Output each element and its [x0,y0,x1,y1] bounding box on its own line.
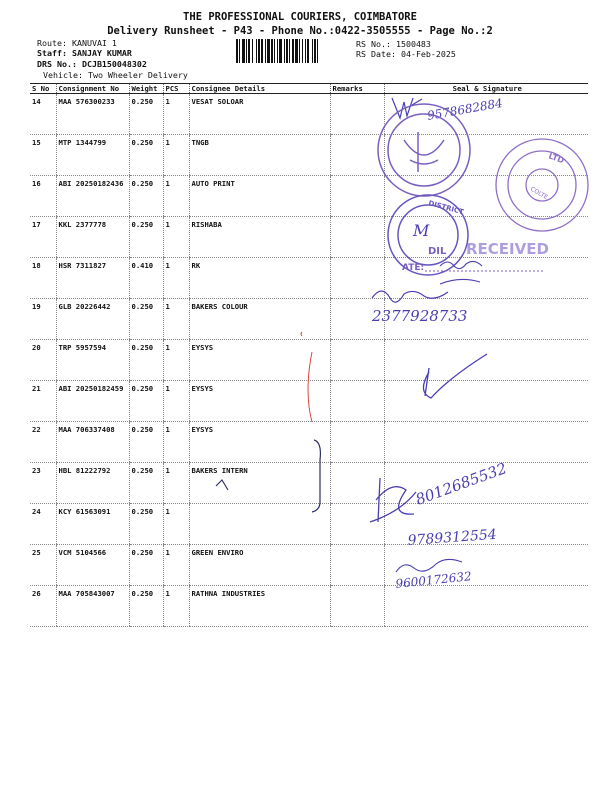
cell-consignment: MAA 706337408 [56,422,129,463]
table-row [30,176,588,217]
barcode-bar [271,39,273,63]
cell-remarks [330,422,384,463]
cell-seal-signature [384,340,588,381]
cell-consignee: TNGB [189,135,330,176]
cell-remarks [330,176,384,217]
stamp-initial: M [413,221,430,240]
cell-seal-signature [384,545,588,586]
cell-weight: 0.250 [129,586,163,627]
barcode-bar [248,39,250,63]
barcode-bar [265,39,266,63]
runsheet-title: Delivery Runsheet - P43 - Phone No.:0422-3505555 - Page No.:2 [107,25,493,37]
cell-sno: 19 [30,299,56,340]
cell-seal-signature [384,94,588,135]
cell-remarks [330,217,384,258]
phone-row-19: 2377928733 [372,307,468,325]
cell-remarks [330,586,384,627]
barcode-bar [274,39,275,63]
cell-weight: 0.250 [129,463,163,504]
cell-seal-signature [384,422,588,463]
barcode-bar [295,39,298,63]
date-label-stamp: ATE: [402,263,425,273]
table-row [30,340,588,381]
barcode-bar [239,39,240,63]
cell-sno: 21 [30,381,56,422]
company-title: THE PROFESSIONAL COURIERS, COIMBATORE [183,11,417,23]
table-row [30,258,588,299]
col-weight: Weight [129,84,163,94]
cell-consignee: EYSYS [189,381,330,422]
cell-remarks [330,94,384,135]
barcode-bar [299,39,300,63]
barcode-bar [305,39,306,63]
cell-seal-signature [384,135,588,176]
cell-remarks [330,504,384,545]
cell-consignment: VCM 5104566 [56,545,129,586]
table-row [30,135,588,176]
cell-weight: 0.250 [129,176,163,217]
cell-weight: 0.250 [129,381,163,422]
cell-seal-signature [384,381,588,422]
cell-pcs: 1 [163,586,189,627]
cell-pcs: 1 [163,340,189,381]
cell-consignee: EYSYS [189,422,330,463]
barcode-bar [286,39,288,63]
received-stamp: RECEIVED [466,240,549,258]
district-arc-text: DISTRICT [427,199,465,217]
phone-row-24: 8012685532 [413,459,510,509]
cell-consignment: HSR 7311827 [56,258,129,299]
barcode [236,39,352,63]
cell-sno: 24 [30,504,56,545]
route-label: Route: KANUVAI 1 [37,38,117,48]
sig-14-number: 9578682884 [426,95,504,123]
cell-consignee: VESAT SOLOAR [189,94,330,135]
cell-weight: 0.250 [129,504,163,545]
cell-sno: 14 [30,94,56,135]
col-sno: S No [30,84,56,94]
vehicle-label: Vehicle: Two Wheeler Delivery [43,70,188,80]
barcode-bar [289,39,290,63]
col-seal-signature: Seal & Signature [384,84,588,94]
barcode-bar [284,39,285,63]
cell-weight: 0.250 [129,545,163,586]
cell-pcs: 1 [163,217,189,258]
cell-consignment: MAA 705843007 [56,586,129,627]
runsheet-table [30,83,588,627]
cell-consignee: AUTO PRINT [189,176,330,217]
col-consignment: Consignment No [56,84,129,94]
table-row [30,381,588,422]
barcode-bar [279,39,282,63]
table-row [30,299,588,340]
cell-sno: 16 [30,176,56,217]
barcode-bar [261,39,263,63]
drs-number: DRS No.: DCJB150048302 [37,59,147,69]
cell-consignee: BAKERS INTERN [189,463,330,504]
table-row [30,586,588,627]
table-row [30,504,588,545]
cell-seal-signature [384,504,588,545]
barcode-bar [307,39,309,63]
col-consignee: Consignee Details [189,84,330,94]
cell-consignee: GREEN ENVIRO [189,545,330,586]
cell-consignment: MTP 1344799 [56,135,129,176]
table-row [30,94,588,135]
barcode-bar [236,39,238,63]
cell-pcs: 1 [163,94,189,135]
barcode-bar [292,39,294,63]
table-body [30,94,588,627]
phone-row-26: 9600172632 [394,569,473,591]
cell-remarks [330,258,384,299]
cell-consignment: ABI 20250182459 [56,381,129,422]
round-stamp-text: COLTE [529,185,549,202]
barcode-bar [312,39,313,63]
cell-pcs: 1 [163,299,189,340]
barcode-bar [317,39,318,63]
cell-consignment: GLB 20226442 [56,299,129,340]
col-pcs: PCS [163,84,189,94]
cell-consignment: KCY 61563091 [56,504,129,545]
barcode-bar [246,39,247,63]
cell-sno: 17 [30,217,56,258]
cell-sno: 15 [30,135,56,176]
table-row [30,463,588,504]
cell-consignment: TRP 5957594 [56,340,129,381]
barcode-bar [267,39,270,63]
cell-weight: 0.250 [129,94,163,135]
cell-pcs: 1 [163,504,189,545]
cell-consignee [189,504,330,545]
cell-consignee: BAKERS COLOUR [189,299,330,340]
col-remarks: Remarks [330,84,384,94]
cell-weight: 0.250 [129,217,163,258]
cell-seal-signature [384,586,588,627]
cell-consignment: MAA 576300233 [56,94,129,135]
cell-remarks [330,299,384,340]
barcode-bar [256,39,257,63]
cell-seal-signature [384,299,588,340]
cell-pcs: 1 [163,176,189,217]
cell-seal-signature [384,463,588,504]
barcode-bar [252,39,253,63]
cell-remarks [330,463,384,504]
cell-remarks [330,135,384,176]
cell-pcs: 1 [163,381,189,422]
barcode-bar [277,39,278,63]
cell-remarks [330,381,384,422]
cell-consignee: EYSYS [189,340,330,381]
table-row [30,422,588,463]
cell-pcs: 1 [163,422,189,463]
cell-sno: 25 [30,545,56,586]
cell-weight: 0.250 [129,135,163,176]
cell-weight: 0.250 [129,340,163,381]
cell-consignee: RISHABA [189,217,330,258]
cell-sno: 18 [30,258,56,299]
cell-pcs: 1 [163,258,189,299]
cell-seal-signature [384,217,588,258]
ltd-arc-text: LTD [547,151,566,166]
cell-pcs: 1 [163,463,189,504]
cell-consignment: ABI 20250182436 [56,176,129,217]
cell-pcs: 1 [163,135,189,176]
rs-number: RS No.: 1500483 [356,39,431,49]
cell-pcs: 1 [163,545,189,586]
cell-sno: 20 [30,340,56,381]
cell-consignee: RATHNA INDUSTRIES [189,586,330,627]
cell-seal-signature [384,176,588,217]
cell-weight: 0.410 [129,258,163,299]
cell-weight: 0.250 [129,422,163,463]
stamp-abbrev: DIL [428,246,447,257]
table-header [30,84,588,94]
cell-remarks [330,545,384,586]
barcode-bar [242,39,245,63]
cell-remarks [330,340,384,381]
cell-consignee: RK [189,258,330,299]
table-row [30,217,588,258]
phone-row-25: 9789312554 [407,526,498,549]
rs-date: RS Date: 04-Feb-2025 [356,49,456,59]
staff-label: Staff: SANJAY KUMAR [37,48,132,58]
cell-sno: 23 [30,463,56,504]
barcode-bar [258,39,260,63]
cell-weight: 0.250 [129,299,163,340]
table-row [30,545,588,586]
cell-sno: 26 [30,586,56,627]
cell-consignment: HBL 81222792 [56,463,129,504]
cell-seal-signature [384,258,588,299]
cell-consignment: KKL 2377778 [56,217,129,258]
barcode-bar [302,39,303,63]
barcode-bar [314,39,316,63]
cell-sno: 22 [30,422,56,463]
